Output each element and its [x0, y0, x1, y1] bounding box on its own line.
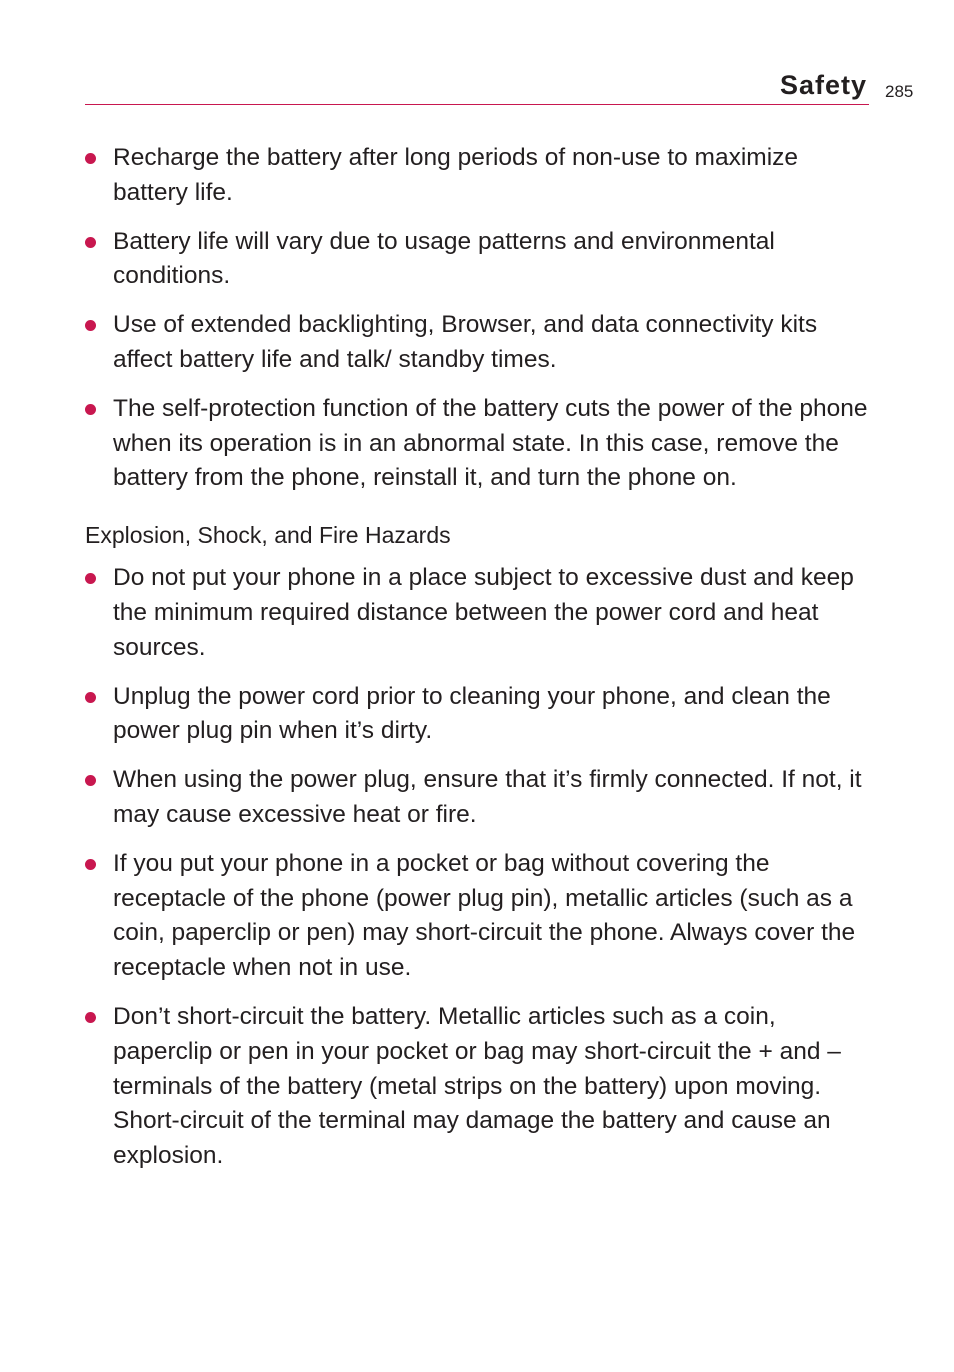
list-item [85, 392, 875, 496]
list-item [85, 561, 875, 665]
list-item [85, 680, 875, 750]
bullet-dot-icon [85, 692, 96, 703]
hazards-subheading: Explosion, Shock, and Fire Hazards [85, 522, 451, 549]
page-header [85, 66, 869, 105]
list-item [85, 847, 875, 986]
page-content [85, 141, 875, 1188]
bullet-dot-icon [85, 573, 96, 584]
list-item-text: Recharge the battery after long periods of non-use to maximize battery life. [113, 144, 799, 206]
list-item-text: The self-protection function of the battery cuts the power of the phone when its operation is in an abnormal state. In this case, remove the battery from the phone, reinstall it, and turn the phone on. [113, 394, 868, 492]
bullet-dot-icon [85, 775, 96, 786]
bullet-dot-icon [85, 859, 96, 870]
list-item [85, 763, 875, 833]
bullet-dot-icon [85, 153, 96, 164]
page-number: 285 [885, 82, 914, 101]
list-item-text: Use of extended backlighting, Browser, and data connectivity kits affect battery life and talk/ standby times. [113, 311, 818, 373]
section-title: Safety [779, 70, 867, 100]
bullet-dot-icon [85, 404, 96, 415]
bullet-dot-icon [85, 320, 96, 331]
list-item-text: When using the power plug, ensure that it’s firmly connected. If not, it may cause excessive heat or fire. [113, 766, 862, 828]
bullet-dot-icon [85, 1012, 96, 1023]
list-item-text: Do not put your phone in a place subject to excessive dust and keep the minimum required distance between the power cord and heat sources. [113, 564, 854, 661]
bullet-dot-icon [85, 237, 96, 248]
list-item-text: Battery life will vary due to usage patterns and environmental conditions. [113, 227, 775, 290]
list-item [85, 308, 875, 378]
list-item [85, 141, 875, 211]
list-item-text: If you put your phone in a pocket or bag without covering the receptacle of the phone (power plug pin), metallic articles (such as a coin, paperclip or pen) may short-circuit the phone. Always cover the receptacle when not in use. [113, 849, 856, 982]
hazards-bullet-list [85, 561, 875, 1174]
list-item-text: Don’t short-circuit the battery. Metallic articles such as a coin, paperclip or pen in your pocket or bag may short-circuit the + and – terminals of the battery (metal strips on the battery) upon moving. Short-circuit of the terminal may damage the battery and cause an explosion. [113, 1002, 841, 1170]
list-item-text: Unplug the power cord prior to cleaning your phone, and clean the power plug pin when it’s dirty. [113, 682, 831, 745]
battery-bullet-list [85, 141, 875, 496]
list-item [85, 225, 875, 295]
list-item [85, 1000, 875, 1174]
